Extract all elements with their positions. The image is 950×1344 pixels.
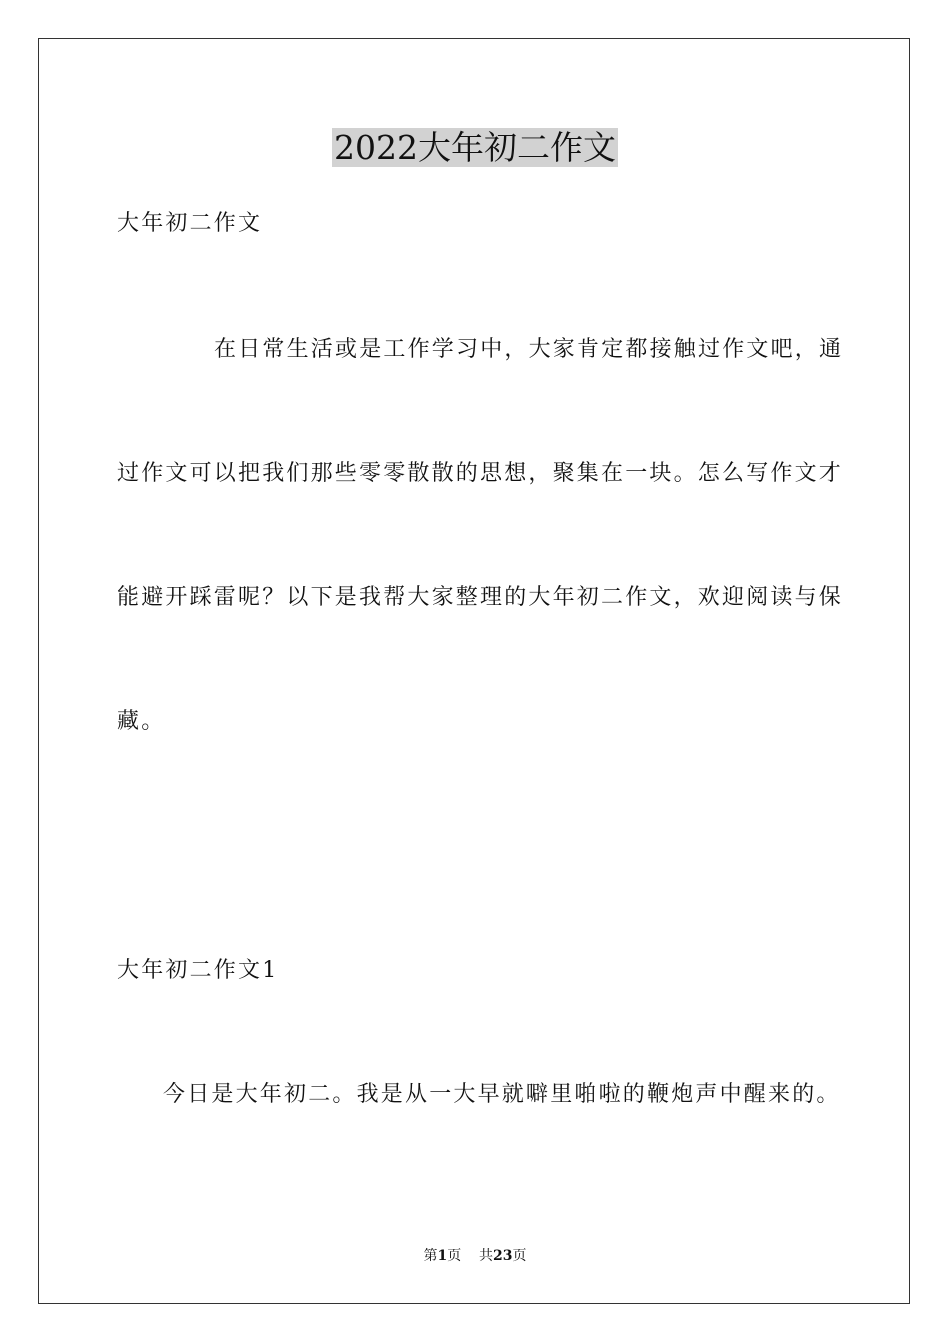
intro-line-1: 在日常生活或是工作学习中，大家肯定都接触过作文吧，通 <box>214 337 844 362</box>
footer-total-pages: 23 <box>493 1248 513 1264</box>
footer-total-prefix: 共 <box>479 1248 494 1264</box>
section-heading: 大年初二作文1 <box>117 958 279 983</box>
document-title-text: 2022大年初二作文 <box>334 128 616 167</box>
footer-total-suffix: 页 <box>512 1248 527 1264</box>
subtitle: 大年初二作文 <box>117 211 263 236</box>
footer-page-suffix: 页 <box>447 1248 462 1264</box>
document-title <box>0 128 950 168</box>
footer-page-number: 1 <box>437 1248 448 1264</box>
intro-line-4: 藏。 <box>117 709 166 734</box>
intro-line-2: 过作文可以把我们那些零零散散的思想，聚集在一块。怎么写作文才 <box>117 461 844 486</box>
footer-page-prefix: 第 <box>423 1248 438 1264</box>
intro-line-3: 能避开踩雷呢？以下是我帮大家整理的大年初二作文，欢迎阅读与保 <box>117 585 844 610</box>
page-footer <box>0 1246 950 1266</box>
section-first-line: 今日是大年初二。我是从一大早就噼里啪啦的鞭炮声中醒来的。 <box>163 1082 841 1107</box>
